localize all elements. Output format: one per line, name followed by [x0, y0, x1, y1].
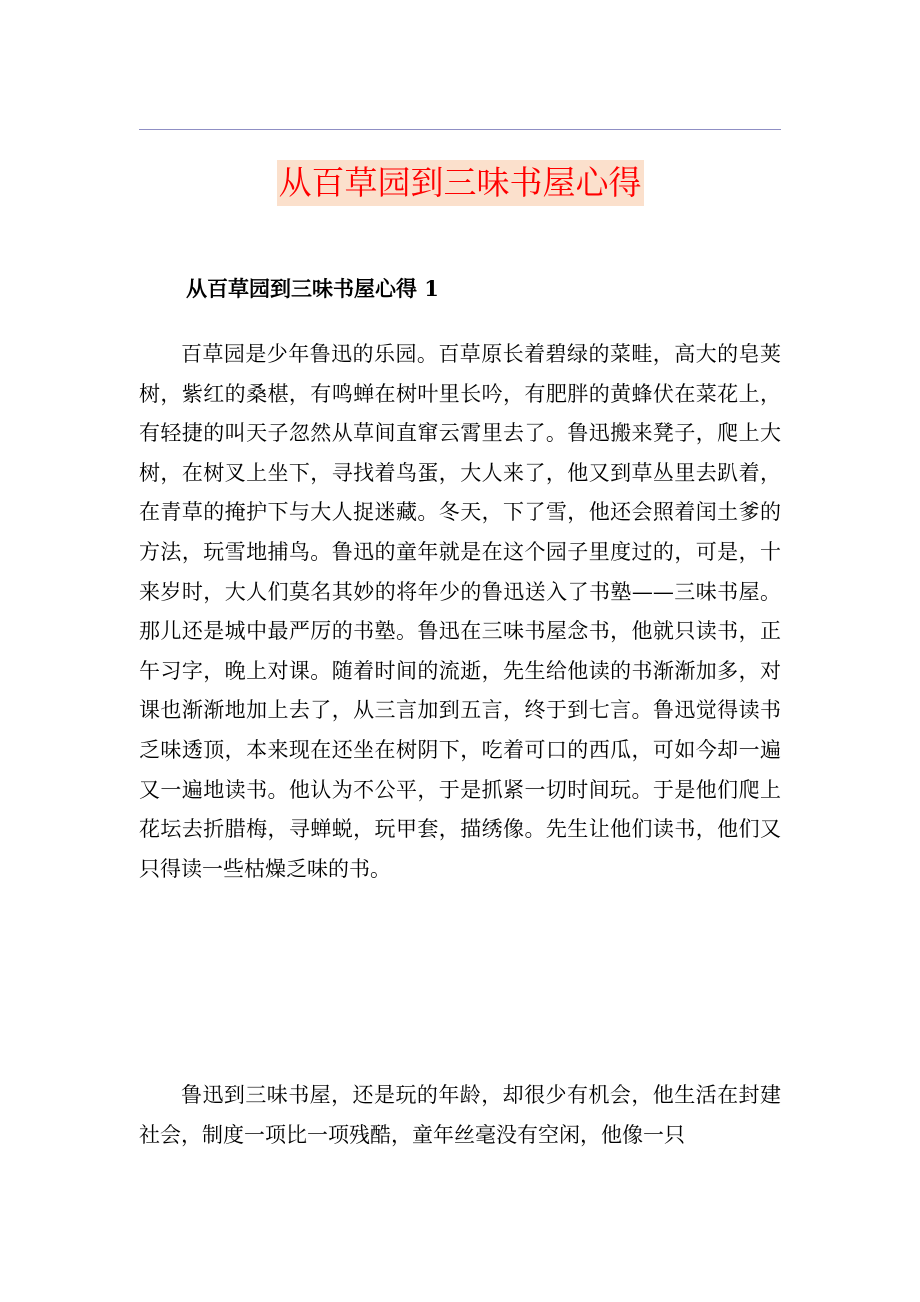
body-paragraph-2: 鲁迅到三味书屋，还是玩的年龄，却很少有机会，他生活在封建社会，制度一项比一项残酷，童年丝毫没有空闲，他像一只: [139, 1083, 781, 1147]
document-title: 从百草园到三味书屋心得: [277, 160, 644, 206]
title-container: [0, 160, 920, 206]
header-rule: [139, 129, 781, 130]
body-paragraph-1: 百草园是少年鲁迅的乐园。百草原长着碧绿的菜畦，高大的皂荚树，紫红的桑椹，有鸣蝉在树叶里长吟，有肥胖的黄蜂伏在菜花上，有轻捷的叫天子忽然从草间直窜云霄里去了。鲁迅搬来凳子，爬上大树，在树叉上坐下，寻找着鸟蛋，大人来了，他又到草丛里去趴着，在青草的掩护下与大人捉迷藏。冬天，下了雪，他还会照着闰土爹的方法，玩雪地捕鸟。鲁迅的童年就是在这个园子里度过的，可是，十来岁时，大人们莫名其妙的将年少的鲁迅送入了书塾——三味书屋。那儿还是城中最严厉的书塾。鲁迅在三味书屋念书，他就只读书，正午习字，晚上对课。随着时间的流逝，先生给他读的书渐渐加多，对课也渐渐地加上去了，从三言加到五言，终于到七言。鲁迅觉得读书乏味透顶，本来现在还坐在树阴下，吃着可口的西瓜，可如今却一遍又一遍地读书。他认为不公平，于是抓紧一切时间玩。于是他们爬上花坛去折腊梅，寻蝉蜕，玩甲套，描绣像。先生让他们读书，他们又只得读一些枯燥乏味的书。: [139, 342, 781, 881]
section-heading: 从百草园到三味书屋心得 1: [186, 276, 439, 301]
